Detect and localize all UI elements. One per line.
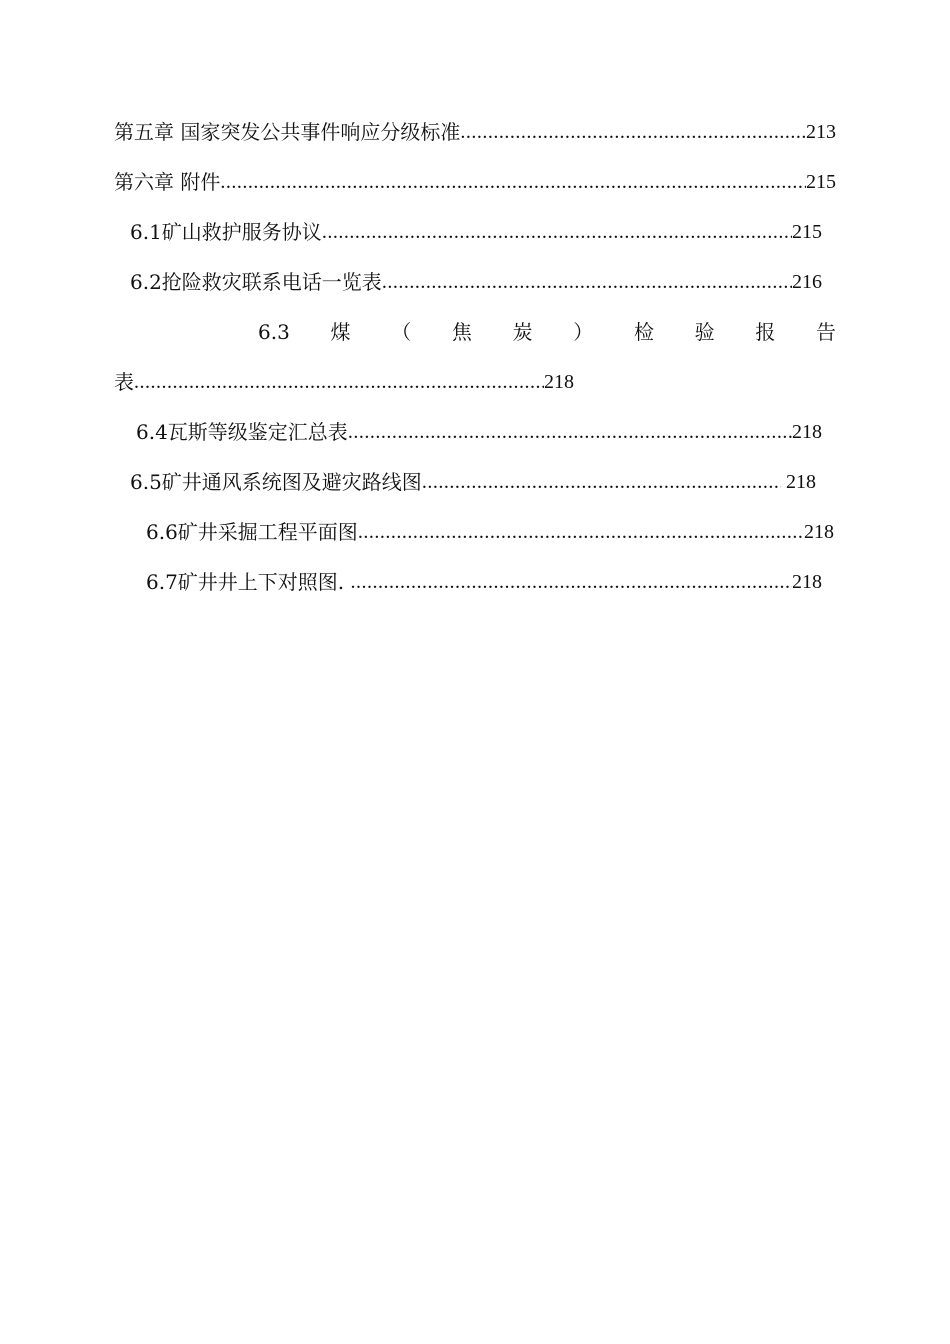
toc-entry-title: 6.2抢险救灾联系电话一览表 (130, 270, 382, 292)
toc-leader-dots (382, 272, 792, 292)
toc-entry-6-3-part: 炭 (512, 320, 533, 344)
toc-entry-6-1[interactable] (130, 208, 822, 242)
toc-leader-dots (220, 172, 806, 192)
toc-entry-6-6[interactable] (146, 508, 834, 542)
toc-entry-title: 第六章 附件 (114, 170, 221, 192)
toc-entry-page: 218 (792, 571, 822, 592)
toc-entry-6-3-part: 焦 (451, 320, 472, 344)
toc-entry-title: 6.6矿井采掘工程平面图 (146, 520, 358, 542)
toc-entry-6-2[interactable] (130, 258, 822, 292)
toc-entry-6-3-part: 验 (694, 320, 715, 344)
toc-entry-6-4[interactable] (136, 408, 822, 442)
toc-entry-6-3-part: ） (573, 320, 594, 344)
toc-entry-title: 6.7矿井井上下对照图. (146, 570, 351, 592)
toc-entry-chapter-6[interactable] (114, 158, 836, 192)
toc-entry-chapter-5[interactable] (114, 108, 836, 142)
toc-leader-dots (322, 222, 792, 242)
toc-leader-dots (422, 472, 781, 492)
toc-entry-6-3-part: 报 (755, 320, 776, 344)
toc-entry-page: 213 (806, 121, 836, 142)
toc-entry-title: 6.5矿井通风系统图及避灾路线图 (130, 470, 422, 492)
toc-entry-6-7[interactable] (146, 558, 822, 592)
toc-entry-6-3-part: 6.3 (258, 320, 290, 344)
toc-entry-page: 215 (806, 171, 836, 192)
toc-entry-title: 6.1矿山救护服务协议 (130, 220, 322, 242)
toc-entry-title: 表 (114, 370, 134, 392)
toc-entry-6-3-part: 检 (633, 320, 654, 344)
toc-leader-dots (351, 572, 792, 592)
toc-leader-dots (134, 372, 544, 392)
toc-entry-page: 216 (792, 271, 822, 292)
toc-entry-title: 6.4瓦斯等级鉴定汇总表 (136, 420, 348, 442)
toc-leader-dots (460, 122, 806, 142)
toc-entry-page: 218 (804, 521, 834, 542)
toc-entry-6-3-part: （ (391, 320, 412, 344)
toc-entry-6-3-continuation[interactable] (114, 358, 574, 392)
toc-entry-6-5[interactable] (130, 458, 816, 492)
toc-entry-6-3-justified-line[interactable] (258, 308, 836, 342)
toc-entry-page: 218 (792, 421, 822, 442)
toc-leader-dots (348, 422, 792, 442)
toc-entry-page: 215 (792, 221, 822, 242)
toc-entry-title: 第五章 国家突发公共事件响应分级标准 (114, 120, 461, 142)
toc-entry-page: 218 (781, 471, 816, 492)
toc-entry-6-3-part: 告 (816, 320, 836, 344)
toc-leader-dots (358, 522, 804, 542)
toc-entry-page: 218 (544, 371, 574, 392)
toc-entry-6-3-part: 煤 (330, 320, 351, 344)
